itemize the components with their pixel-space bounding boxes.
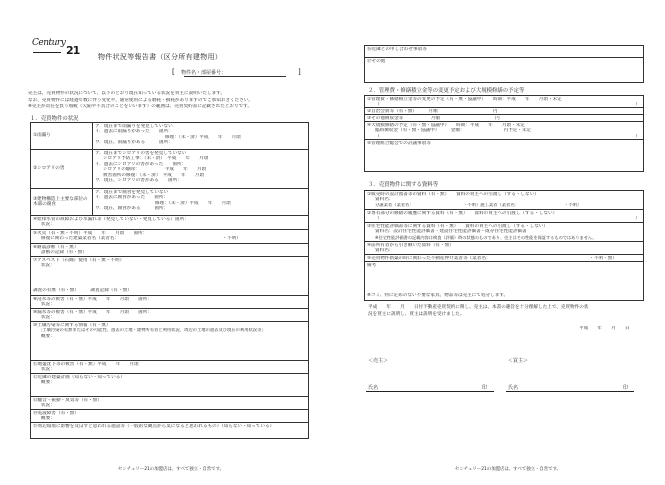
- repair-history-row: [365, 210, 643, 223]
- row-line: 備考: [367, 262, 377, 268]
- section2-table: [364, 95, 644, 172]
- other-row: [365, 58, 643, 82]
- row-line: ⑥耐震診断（有・無）: [33, 244, 79, 250]
- logo-roof-icon: [33, 52, 61, 57]
- row-line: ※住宅性能評価書の記載内容は検査（評価）時の状態のものであり、売主はその性能を保証するものではありません。: [375, 234, 597, 240]
- century21-logo: [32, 38, 80, 60]
- remarks-row: [365, 262, 643, 300]
- row-line: ②自治会費等（有・無） 月額 円: [367, 108, 498, 114]
- leak-row: [31, 309, 308, 322]
- row-line: （: [375, 216, 380, 222]
- property-name-label: 物件名・部屋番号：: [181, 70, 227, 76]
- left-footer: センチュリー21の加盟店は、すべて独立・自営です。: [118, 467, 225, 472]
- asbestos-row: [31, 257, 308, 296]
- row-line: 被害箇所の修復：（未・済） 平成 年 月頃: [103, 172, 205, 178]
- radio-interference-row: [31, 410, 308, 423]
- row-line: ア．現在まで腐食を発見していない: [95, 189, 169, 195]
- soil-row: [31, 322, 308, 361]
- row-line: ④大規模修繕の予定（有・無・協議中） 時期：平成 年 月頃・未定: [367, 122, 526, 128]
- row-label: ①雨漏り: [31, 123, 93, 149]
- other-fees-row: [365, 115, 643, 122]
- row-line: イ．過去にシロアリの害があった 箇所：: [95, 161, 187, 167]
- row-line: 状況：: [41, 403, 55, 409]
- row-line: ⑮周辺環境に影響を及ぼすと思われる施設等（一般的な観点から気になると思われるもの）（知らない・知っている）: [33, 423, 275, 429]
- paren-close: ）: [635, 102, 640, 107]
- section3-heading: ３．売買物件に関する資料等: [368, 182, 439, 188]
- row-line: ⑫近隣の建築計画（知らない・知っている）: [33, 374, 125, 380]
- document-title: 物件状況等報告書（区分所有建物用）: [98, 53, 223, 61]
- property-name-underline: [184, 76, 286, 77]
- building-plan-row: [31, 374, 308, 397]
- community-fee-row: [365, 108, 643, 115]
- seller-signature-line[interactable]: [366, 391, 494, 392]
- row-line: 修理：（未・済）平成 年 月頃: [165, 134, 241, 140]
- row-line: ⑯近隣との申し合わせ事項等: [367, 46, 427, 52]
- row-line: 状況：: [41, 302, 55, 308]
- neighbor-agreement-row: [365, 46, 643, 58]
- right-footer: センチュリー21の加盟店は、すべて独立・自営です。: [455, 467, 562, 472]
- water-pipe-row: [31, 216, 308, 230]
- design-docs-row: [365, 191, 643, 210]
- row-line: （: [375, 102, 380, 108]
- row-line: 診断の記録（有・無）: [41, 250, 87, 256]
- row-line: 調査の有無（有・無） 調査記録（有・無）: [33, 288, 132, 294]
- buyer-name-label: 氏名: [508, 385, 519, 391]
- major-repair-row: [365, 122, 643, 140]
- row-line: 概要：: [41, 416, 55, 422]
- row-line: 修復に関わった建築業者名（業者名： ・不明）: [41, 236, 241, 242]
- row-line: ⑧浸水等の被害（有・無）平成 年 月頃 箇所：: [33, 296, 152, 302]
- confirmation-line: 況を買主に説明し、買主は説明を受けました。: [368, 312, 465, 317]
- seller-seal: 印: [482, 385, 488, 391]
- row-line: 状況：: [41, 222, 55, 228]
- seismic-row: [31, 244, 308, 257]
- row-line: 概要：: [41, 333, 55, 339]
- row-line: ⑩土壌汚染等に関する情報（有・無）: [33, 322, 111, 328]
- right-top-table: [364, 45, 644, 83]
- row-line: ⑭電波障害（有・無）: [33, 410, 79, 416]
- buyer-heading: ＜買主＞: [508, 358, 529, 364]
- buyer-signature-line[interactable]: [506, 391, 634, 392]
- row-line: 臨時徴収金（有・無・協議中） 金額： 円予定・未定: [375, 128, 532, 134]
- row-line: 資料名：: [375, 197, 394, 203]
- prior-owner-docs-row: [365, 242, 643, 255]
- row-line: 状況：: [41, 263, 55, 269]
- bracket-close: ]: [298, 68, 301, 76]
- section3-table: [364, 190, 644, 301]
- section1-table: [30, 122, 309, 439]
- row-line: ⑨漏水等の被害（有・無）平成 年 月頃 箇所：: [33, 309, 152, 315]
- confirmation-text: [368, 304, 648, 318]
- row-line: ⑪地盤沈下等の被害（有・無）平成 年 月頃: [33, 361, 139, 367]
- row-line: ※ゴミ、特に定めのない不要な家具、物品等は売主にて処分します。: [367, 293, 509, 299]
- left-page: [0, 0, 332, 485]
- row-line: ⑤売買物件新築の時に関わった不動産仲介業者等（業者名： ・不明・無）: [367, 255, 617, 261]
- intro-line: なお、売買物件には経過年数に伴う変化や、通常使用による磨耗・損耗がありますのでご承知おきください。: [28, 97, 254, 103]
- row-line: ［土壌汚染の有無またはその可能性、過去の土地・建物所有者と利用状況、周辺の土地の過去及び現在の利用状況等］: [38, 328, 266, 334]
- row-line: ①販売時の設計図書等の資料（有・無） 資料の買主への引渡し（する・しない）: [367, 191, 539, 197]
- row-line: 資料名：: [375, 248, 394, 254]
- row-line: シロアリの駆除： 平成 年 月頃: [103, 167, 207, 173]
- seller-name-label: 氏名: [368, 385, 379, 391]
- section2-heading: ２．管理費・修繕積立金等の変更予定および大規模修繕の予定等: [368, 88, 525, 94]
- rain-leak-row: [31, 123, 308, 150]
- bracket-open: [: [172, 68, 175, 76]
- right-page: [333, 0, 665, 485]
- paren-close: ）: [635, 134, 640, 139]
- subsidence-row: [31, 361, 308, 374]
- row-line: ウ．現在、雨漏りがある 箇所：: [95, 140, 173, 146]
- row-line: ③その他徴収金等 月額 円: [367, 115, 500, 121]
- intro-line: ※売主が責任を負う瑕疵（欠陥や不具合のことをいいます）の範囲は、売買契約書に記載されたとおりです。: [28, 104, 252, 110]
- broker-row: [365, 255, 643, 262]
- row-label: ②シロアリの害: [31, 150, 93, 188]
- row-line: ア．現在まで雨漏りを発見していない: [95, 123, 173, 129]
- performance-eval-row: [365, 223, 643, 242]
- row-line: ①管理費・修繕積立金等の変更の予定（有・無・協議中） 時期：平成 年 月頃・未定: [367, 96, 562, 102]
- logo-number: 21: [66, 44, 80, 57]
- fee-change-row: [365, 96, 643, 108]
- termite-row: [31, 150, 308, 189]
- seller-heading: ＜売主＞: [368, 358, 389, 364]
- row-line: ⑦アスベスト（石綿）使用（有・無・不明）: [33, 257, 125, 263]
- fire-row: [31, 230, 308, 244]
- row-line: ②専有部分の修繕の履歴に関する資料（有・無） 資料の買主への引渡し（する・しない）: [367, 210, 558, 216]
- flood-row: [31, 296, 308, 309]
- row-label: ③建物構造上主要な部位の木部の腐食: [31, 189, 93, 215]
- facilities-row: [31, 423, 308, 438]
- date-line: 平成 年 月 日: [579, 326, 630, 331]
- row-line: 資料名：設計住宅性能評価書・建設住宅性能評価書・既存住宅性能評価書: [375, 229, 527, 235]
- confirmation-line: 平成 年 月 日付不動産売買契約に関し、売主は、本書の趣旨を十分理解した上で、売買物件の状: [368, 305, 589, 310]
- section1-heading: １．売買物件の状況: [30, 116, 79, 122]
- intro-text: [28, 91, 318, 111]
- intro-line: 売主は、売買物件の状況について、以下のとおり現在知っている状況を買主に説明いたします。: [28, 91, 225, 96]
- row-line: イ．過去に腐食があった 箇所：: [95, 195, 169, 201]
- row-line: 修理：（未・済）平成 年 月頃: [155, 200, 231, 206]
- row-line: ⑤管理組合総会での討議事項等: [367, 140, 431, 146]
- row-line: ④前所有者から引き継いだ資料（有・無）: [367, 242, 454, 248]
- row-line: ④給排水管の故障および水漏れ等（発見していない・発見している）箇所：: [33, 216, 189, 222]
- row-line: （: [375, 133, 380, 139]
- corrosion-row: [31, 189, 308, 216]
- row-line: ア．現在までシロアリの害を発見していない: [95, 150, 187, 156]
- row-line: 分譲業者（業者名： ・不明）施工業者（業者名： ・不明）: [375, 202, 582, 208]
- row-line: 状況：: [41, 367, 55, 373]
- row-line: ウ．現在、シロアリの害がある 箇所：: [95, 178, 182, 184]
- logo-wordmark: Century: [32, 38, 66, 48]
- paren-close: ）: [635, 216, 640, 221]
- row-line: 状況：: [41, 315, 55, 321]
- row-line: ⑬騒音・振動・臭気等（有・無）: [33, 397, 102, 403]
- row-line: ③住宅性能評価書等に関する資料（有・無） 資料の買主への引渡し（する・しない）: [367, 223, 548, 229]
- row-line: ⑤火災（有・無・不明）平成 年 月頃 箇所：: [33, 230, 148, 236]
- row-line: イ．過去に雨漏りがあった 箇所：: [95, 129, 173, 135]
- row-line: ⑰その他: [367, 58, 386, 64]
- row-line: 概要：: [41, 380, 55, 386]
- buyer-seal: 印: [623, 385, 629, 391]
- assembly-row: [365, 140, 643, 171]
- noise-row: [31, 397, 308, 410]
- row-line: シロアリ予防工事：（未・済） 平成 年 月頃: [103, 156, 209, 162]
- row-line: ウ．現在、腐食がある 箇所：: [95, 206, 169, 212]
